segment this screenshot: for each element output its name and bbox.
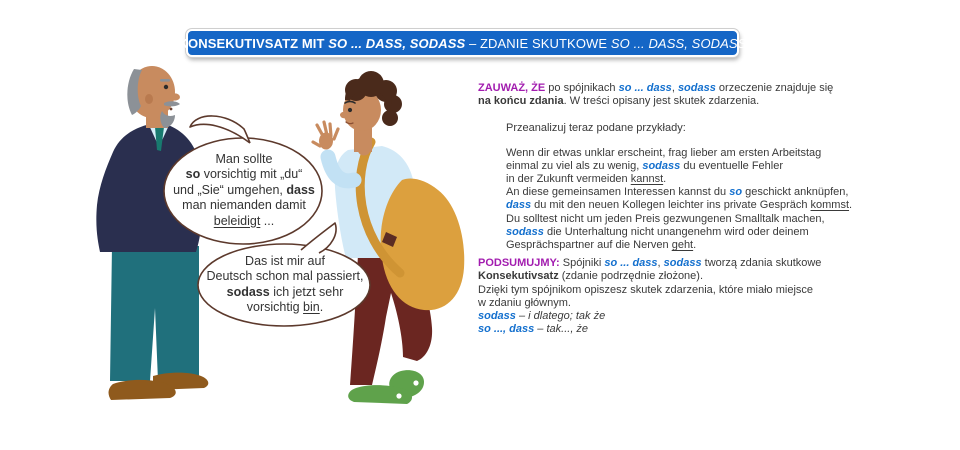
intro-paragraph: ZAUWAŻ, ŻE po spójnikach so ... dass, sodass orzeczenie znajduje się na końcu zdania. W treści opisany jest skutek zdarzenia. — [478, 82, 834, 108]
example-paragraph: Wenn dir etwas unklar erscheint, frag lieber am ersten Arbeitstag einmal zu viel als zu wenig, sodass du eventuelle Fehler in der Zukunft vermeiden kannst. An diese gemeinsamen Interessen kannst du so geschickt anknüpfen, dass du mit den neuen Kollegen leichter ins private Gespräch kommst. Du solltest nicht um jeden Preis gezwungenen Smalltalk machen, sodass die Unterhaltung nicht unangenehm wird oder deinem Gesprächspartner auf die Nerven geht. — [506, 146, 853, 252]
older-man-ear — [145, 94, 153, 104]
younger-man-open-hand — [313, 122, 338, 150]
title-banner-text: KONSEKUTIVSATZ MIT SO ... DASS, SODASS – ZDANIE SKUTKOWE SO ... DASS, SODASS — [178, 35, 747, 51]
speech-bubble-1-text: Man sollte so vorsichtig mit „du“ und „Sie“ umgehen, dass man niemanden damit beleidigt ... — [173, 152, 315, 228]
analysis-prompt: Przeanalizuj teraz podane przykłady: — [506, 122, 686, 135]
older-man-eye — [164, 85, 168, 89]
older-man-illustration — [96, 66, 208, 400]
lesson-text-column — [478, 82, 960, 336]
older-man-pants — [110, 246, 199, 381]
older-man-eyebrow — [160, 79, 170, 82]
speech-bubble-2-text: Das ist mir auf Deutsch schon mal passiert, sodass ich jetzt sehr vorsichtig bin. — [206, 254, 364, 315]
younger-man-head — [340, 71, 402, 131]
summary-paragraph: PODSUMUJMY: Spójniki so ... dass, sodass tworzą zdania skutkowe Konsekutivsatz (zdanie podrzędnie złożone). Dzięki tym spójnikom opiszesz skutek zdarzenia, które miało miejsce w zdaniu głównym. sodass – i dlatego; tak że so ..., dass – tak..., że — [478, 257, 822, 336]
title-banner — [178, 29, 747, 57]
younger-man-illustration — [313, 71, 464, 404]
younger-man-eye — [348, 108, 352, 112]
